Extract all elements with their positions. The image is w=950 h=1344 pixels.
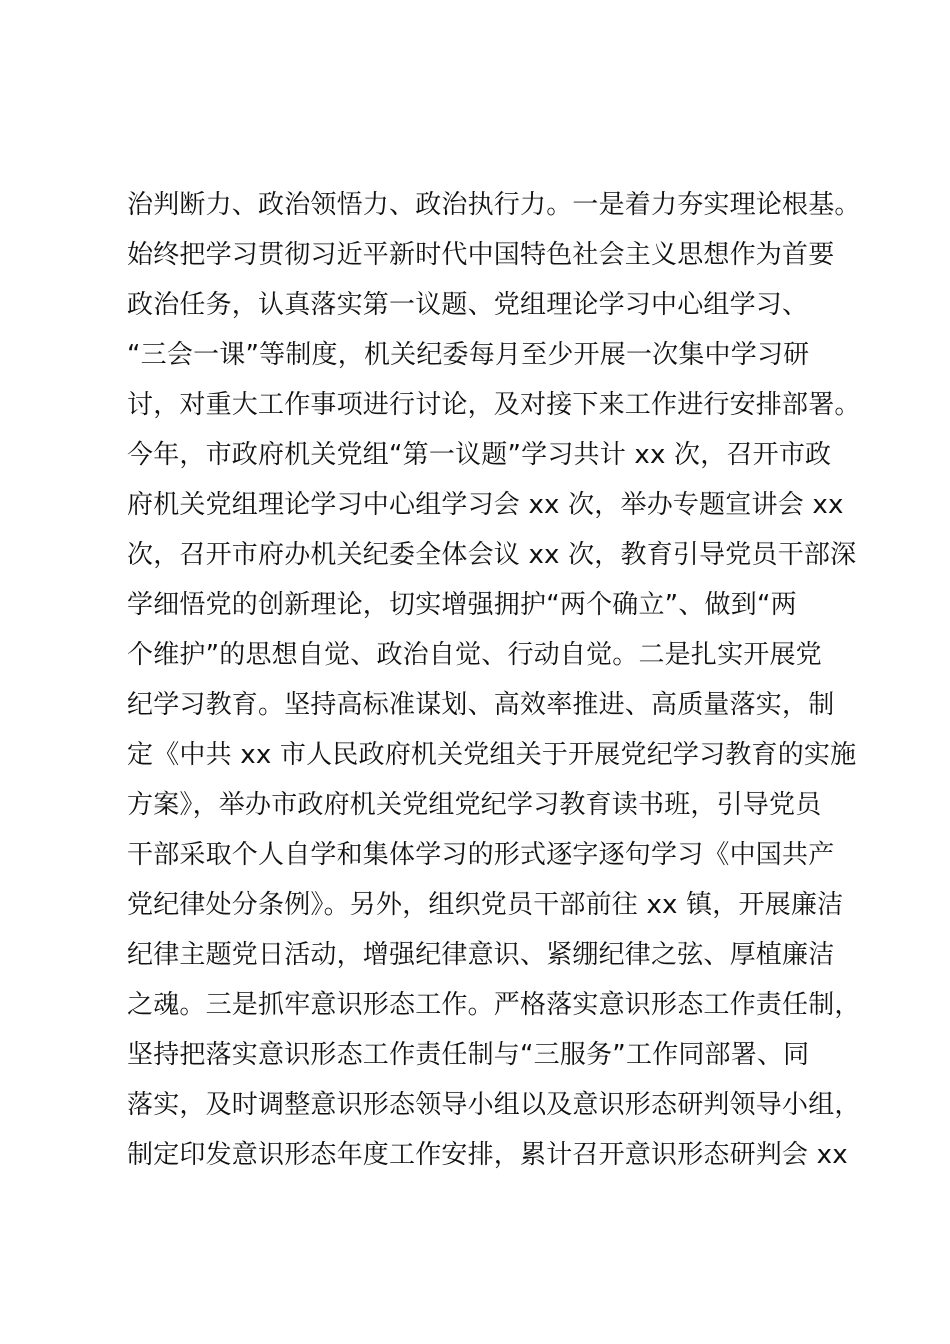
text-line: 纪律主题党日活动，增强纪律意识、紧绷纪律之弦、厚植廉洁 <box>127 940 835 970</box>
text-line: 方案》，举办市政府机关党组党纪学习教育读书班，引导党员 <box>127 790 822 820</box>
text-line: “三会一课”等制度，机关纪委每月至少开展一次集中学习研 <box>127 340 810 370</box>
text-line: 定《中共 xx 市人民政府机关党组关于开展党纪学习教育的实施 <box>127 740 857 770</box>
text-line: 干部采取个人自学和集体学习的形式逐字逐句学习《中国共产 <box>127 840 835 870</box>
text-line: 坚持把落实意识形态工作责任制与“三服务”工作同部署、同 <box>127 1040 810 1070</box>
text-line: 治判断力、政治领悟力、政治执行力。一是着力夯实理论根基。 <box>127 190 861 220</box>
text-line: 府机关党组理论学习中心组学习会 xx 次，举办专题宣讲会 xx <box>127 490 844 520</box>
text-line: 党纪律处分条例》。另外，组织党员干部前往 xx 镇，开展廉洁 <box>127 890 844 920</box>
text-line: 纪学习教育。坚持高标准谋划、高效率推进、高质量落实，制 <box>127 690 835 720</box>
text-line: 今年，市政府机关党组“第一议题”学习共计 xx 次，召开市政 <box>127 440 832 470</box>
text-line: 落实，及时调整意识形态领导小组以及意识形态研判领导小组， <box>127 1090 861 1120</box>
text-line: 次，召开市府办机关纪委全体会议 xx 次，教育引导党员干部深 <box>127 540 857 570</box>
body-text <box>127 180 867 1180</box>
text-line: 政治任务，认真落实第一议题、党组理论学习中心组学习、 <box>127 290 809 320</box>
text-line: 制定印发意识形态年度工作安排，累计召开意识形态研判会 xx <box>127 1140 848 1170</box>
text-line: 之魂。三是抓牢意识形态工作。严格落实意识形态工作责任制， <box>127 990 861 1020</box>
text-line: 个维护”的思想自觉、政治自觉、行动自觉。二是扎实开展党 <box>127 640 822 670</box>
text-line: 讨，对重大工作事项进行讨论，及对接下来工作进行安排部署。 <box>127 390 861 420</box>
text-line: 学细悟党的创新理论，切实增强拥护“两个确立”、做到“两 <box>127 590 797 620</box>
text-line: 始终把学习贯彻习近平新时代中国特色社会主义思想作为首要 <box>127 240 835 270</box>
